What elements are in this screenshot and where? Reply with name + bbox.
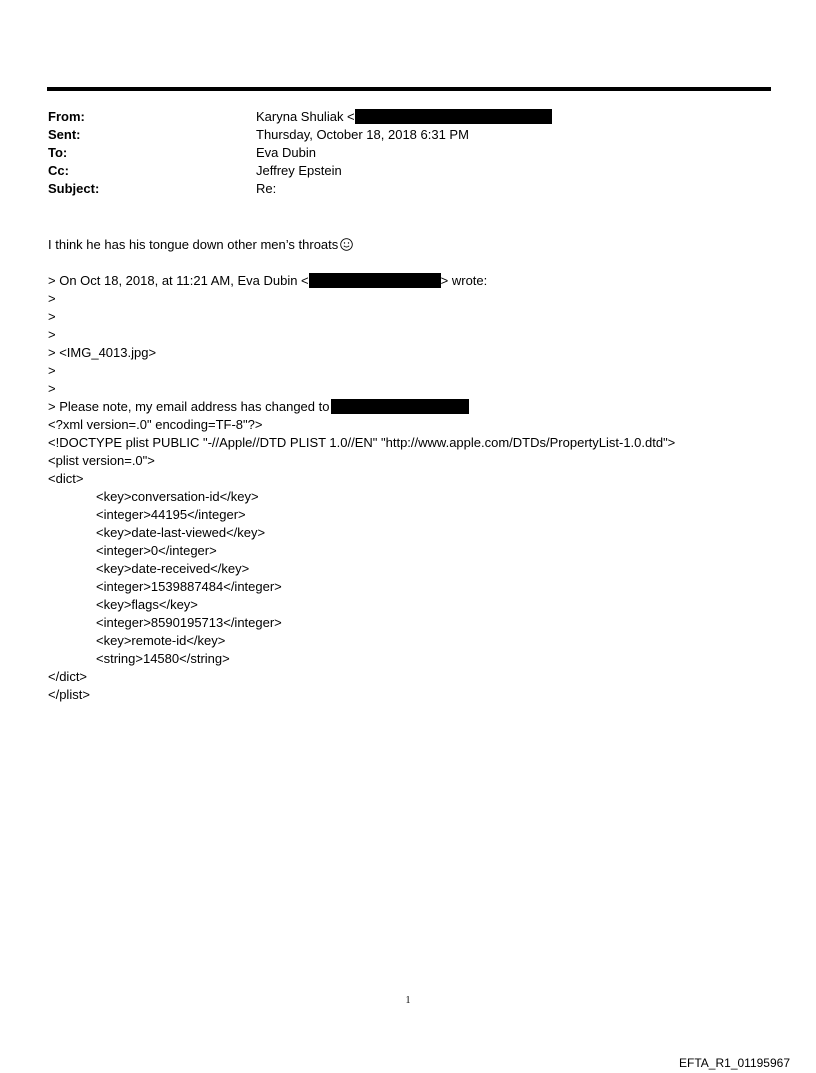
smiley-icon — [340, 238, 353, 251]
plist-entry: <integer>44195</integer> — [96, 507, 246, 522]
cc-row — [48, 162, 552, 180]
to-value: Eva Dubin — [256, 145, 316, 160]
plist-entry: <key>conversation-id</key> — [96, 489, 259, 504]
note-text: > Please note, my email address has changed to — [48, 399, 330, 414]
plist-line: <plist version=.0"> — [48, 453, 155, 468]
plist-entry: <integer>1539887484</integer> — [96, 579, 282, 594]
quoted-message — [48, 272, 675, 704]
quote-line: > — [48, 363, 56, 378]
quote-intro — [48, 272, 675, 290]
quote-line: > — [48, 291, 56, 306]
plist-line: </dict> — [48, 669, 88, 684]
plist-entry: <key>date-received</key> — [96, 561, 250, 576]
plist-entry: <key>remote-id</key> — [96, 633, 226, 648]
redaction-block — [355, 109, 552, 124]
quote-line: > — [48, 381, 56, 396]
to-label: To: — [48, 145, 68, 160]
plist-line: <?xml version=.0" encoding=TF-8"?> — [48, 417, 263, 432]
quote-intro-start: > On Oct 18, 2018, at 11:21 AM, Eva Dubin < — [48, 273, 309, 288]
subject-value: Re: — [256, 181, 277, 196]
attachment-line: > <IMG_4013.jpg> — [48, 345, 157, 360]
from-row — [48, 108, 552, 126]
redaction-block — [331, 399, 469, 414]
message-text: I think he has his tongue down other men’s throats — [48, 237, 339, 252]
subject-row — [48, 180, 552, 198]
quote-line: > — [48, 309, 56, 324]
cc-value: Jeffrey Epstein — [256, 163, 342, 178]
sent-label: Sent: — [48, 127, 81, 142]
from-value — [256, 108, 552, 126]
message-body — [48, 236, 353, 254]
sent-value: Thursday, October 18, 2018 6:31 PM — [256, 127, 469, 142]
plist-line: <dict> — [48, 471, 84, 486]
to-row — [48, 144, 552, 162]
from-name: Karyna Shuliak < — [256, 109, 355, 124]
email-header — [48, 108, 552, 198]
plist-entry: <key>flags</key> — [96, 597, 198, 612]
plist-line: <!DOCTYPE plist PUBLIC "-//Apple//DTD PLIST 1.0//EN" "http://www.apple.com/DTDs/PropertyList-1.0.dtd"> — [48, 435, 676, 450]
plist-entry: <key>date-last-viewed</key> — [96, 525, 266, 540]
subject-label: Subject: — [48, 181, 100, 196]
page-number: 1 — [405, 995, 411, 1006]
header-rule — [47, 87, 771, 91]
cc-label: Cc: — [48, 163, 69, 178]
sent-row — [48, 126, 552, 144]
plist-line: </plist> — [48, 687, 90, 702]
document-id: EFTA_R1_01195967 — [679, 1056, 790, 1070]
quote-intro-end: > wrote: — [440, 273, 488, 288]
plist-entry: <string>14580</string> — [96, 651, 230, 666]
quote-line: > — [48, 327, 56, 342]
plist-entry: <integer>0</integer> — [96, 543, 217, 558]
email-change-note — [48, 398, 675, 416]
redaction-block — [309, 273, 441, 288]
plist-entry: <integer>8590195713</integer> — [96, 615, 282, 630]
from-label: From: — [48, 109, 85, 124]
